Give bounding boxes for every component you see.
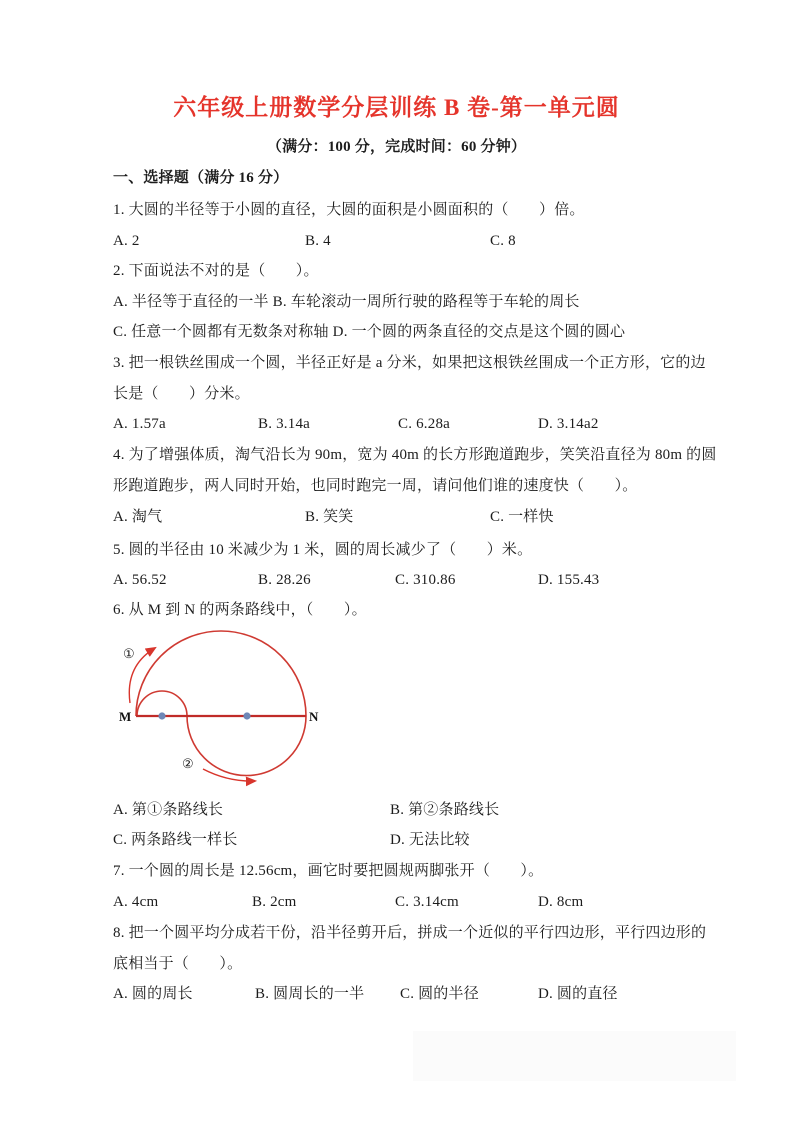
- watermark-block: [413, 1031, 736, 1081]
- option-1-b: B. 4: [305, 233, 331, 249]
- question-6-text: 6. 从 M 到 N 的两条路线中，（ ）。: [113, 602, 367, 618]
- option-8-c: C. 圆的半径: [400, 986, 479, 1002]
- option-5-c: C. 310.86: [395, 572, 456, 588]
- option-4-b: B. 笑笑: [305, 509, 354, 525]
- center-dot-2: [243, 712, 250, 719]
- option-8-b: B. 圆周长的一半: [255, 986, 365, 1002]
- question-7-text: 7. 一个圆的周长是 12.56cm，画它时要把圆规两脚张开（ ）。: [113, 863, 544, 879]
- question-4-text-line2: 形跑道跑步，两人同时开始，也同时跑完一周，请问他们谁的速度快（ ）。: [113, 478, 638, 494]
- option-7-d: D. 8cm: [538, 894, 584, 910]
- question-1-text: 1. 大圆的半径等于小圆的直径，大圆的面积是小圆面积的（ ）倍。: [113, 202, 585, 218]
- option-3-d: D. 3.14a2: [538, 416, 599, 432]
- option-7-c: C. 3.14cm: [395, 894, 459, 910]
- section-heading-choice: 一、选择题（满分 16 分）: [113, 170, 289, 186]
- question-2-text: 2. 下面说法不对的是（ ）。: [113, 263, 319, 279]
- question-3-text-line2: 长是（ ）分米。: [113, 386, 250, 402]
- question-8-options: [0, 983, 793, 1005]
- point-m-label: M: [119, 709, 132, 724]
- option-5-b: B. 28.26: [258, 572, 311, 588]
- question-1-options: [0, 230, 793, 252]
- question-2-options-cd: C. 任意一个圆都有无数条对称轴 D. 一个圆的两条直径的交点是这个圆的圆心: [113, 324, 626, 340]
- center-dot-1: [158, 712, 165, 719]
- routes-diagram: [100, 625, 340, 797]
- option-3-a: A. 1.57a: [113, 416, 166, 432]
- option-5-d: D. 155.43: [538, 572, 600, 588]
- question-3-text-line1: 3. 把一根铁丝围成一个圆，半径正好是 a 分米，如果把这根铁丝围成一个正方形，它的边: [113, 355, 706, 371]
- point-n-label: N: [309, 709, 319, 724]
- option-6-d: D. 无法比较: [390, 832, 470, 848]
- question-6-options-cd: [0, 829, 793, 851]
- route2-number-label: ②: [182, 756, 194, 771]
- option-7-a: A. 4cm: [113, 894, 159, 910]
- question-4-options: [0, 506, 793, 528]
- option-1-a: A. 2: [113, 233, 140, 249]
- page-subtitle: （满分：100 分，完成时间：60 分钟）: [266, 139, 527, 155]
- route1-number-label: ①: [123, 646, 135, 661]
- question-7-options: [0, 891, 793, 913]
- option-7-b: B. 2cm: [252, 894, 297, 910]
- question-2-options-ab: A. 半径等于直径的一半 B. 车轮滚动一周所行驶的路程等于车轮的周长: [113, 294, 580, 310]
- question-5-options: [0, 569, 793, 591]
- option-8-d: D. 圆的直径: [538, 986, 618, 1002]
- question-8-text-line1: 8. 把一个圆平均分成若干份，沿半径剪开后，拼成一个近似的平行四边形，平行四边形的: [113, 925, 707, 941]
- option-4-c: C. 一样快: [490, 509, 554, 525]
- option-6-a: A. 第①条路线长: [113, 802, 224, 818]
- question-6-options-ab: [0, 799, 793, 821]
- question-5-text: 5. 圆的半径由 10 米减少为 1 米，圆的周长减少了（ ）米。: [113, 542, 533, 558]
- option-1-c: C. 8: [490, 233, 516, 249]
- option-5-a: A. 56.52: [113, 572, 167, 588]
- option-3-b: B. 3.14a: [258, 416, 311, 432]
- option-3-c: C. 6.28a: [398, 416, 451, 432]
- route2-large-arc: [187, 716, 306, 776]
- question-4-text-line1: 4. 为了增强体质，淘气沿长为 90m，宽为 40m 的长方形跑道跑步，笑笑沿直径为 80m 的圆: [113, 447, 717, 463]
- option-4-a: A. 淘气: [113, 509, 163, 525]
- option-6-c: C. 两条路线一样长: [113, 832, 238, 848]
- route2-small-arc: [137, 691, 187, 716]
- question-3-options: [0, 413, 793, 435]
- question-8-text-line2: 底相当于（ ）。: [113, 956, 243, 972]
- option-6-b: B. 第②条路线长: [390, 802, 500, 818]
- route1-arc: [136, 631, 306, 716]
- option-8-a: A. 圆的周长: [113, 986, 193, 1002]
- page-title: 六年级上册数学分层训练 B 卷-第一单元圆: [173, 95, 620, 120]
